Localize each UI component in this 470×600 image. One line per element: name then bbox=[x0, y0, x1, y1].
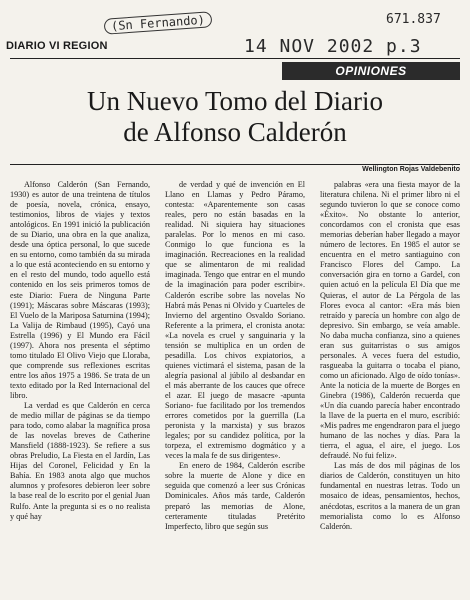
handwritten-note-text: (Sn Fernando) bbox=[104, 11, 213, 34]
paragraph: palabras «era una fiesta mayor de la literatura chilena. Ni el primer libro ni el segundo tuvieron lo que se conoce como «Éxito». No obstante lo anterior, concordamos con el cronista que esas memorias deberían haber llegado a mayor número de lectores. En 1985 el autor se encuentra en el metro santiaguino con Francisco Flores del Campo. La conversación gira en torno a Gardel, con quien actuó en la película El Día que me Quieras, el autor de La Pérgola de las Flores evoca al cantor: «Era más bien retraído y parecía un hombre con algo de depresivo. Sin embargo, se veía amable. No daba mucha confianza, sino a quienes eran sus guitarristas o sus amigos personales. A veces fuera del estudio, rasgueaba la guitarra o tocaba el piano, como un aficionado. Algo de oído tonías». Ante la noticia de la muerte de Borges en Ginebra (1986), Calderón recuerda que «Un día cuando parecía haber encontrado la llave de la puerta en el muro, escribió: «Mis padres me engendraron para el juego humano de las noches y días. Para la tierra, el agua, el aire, el juego. Los defraudé. No fui feliz». bbox=[320, 180, 460, 461]
paragraph: En enero de 1984, Calderón escribe sobre la muerte de Alone y dice en seguida que comenzó a leer sus Crónicas Dominicales. Años más tarde, Calderón preparó las memorias de Alone, certeramente tituladas Pretérito Imperfecto, libro que según sus bbox=[165, 461, 305, 531]
handwritten-code: 671.837 bbox=[386, 12, 441, 27]
section-label: OPINIONES bbox=[282, 62, 460, 80]
handwritten-date: 14 NOV 2002 p.3 bbox=[244, 36, 422, 57]
section-rule bbox=[10, 58, 460, 59]
article-body bbox=[10, 180, 460, 600]
headline-line-1: Un Nuevo Tomo del Diario bbox=[86, 86, 384, 116]
paragraph: de verdad y qué de invención en El Llano en Llamas y Pedro Páramo, contesta: «Aparentemente son casas reales, pero no están basadas en la realidad. Ni siquiera hay situaciones paralelas. Por lo menos en mi caso. Conmigo lo que funciona es la imaginación. Recreaciones en la realidad que se alimentaron de mi realidad imaginada. Tengo que entrar en el mundo de la imaginación para poder escribir». Calderón escribe sobre las novelas No Habrá más Penas ni Olvido y Cuarteles de Invierno del argentino Osvaldo Soriano. Referente a la primera, el cronista anota: «La novela es cruel y sanguinaria y la tensión se multiplica en un orden de pesadilla. Los chivos expiatorios, a quienes victimará el sistema, pasan de la alegría pasional al júbilo al desbandar en el más aberrante de los cauces que ofrece el azar. El juego de masacre -apunta Soriano- fue facilitado por los tremendos errores cometidos por la guerrilla (La peronista y la marxista) y sus brazos legales; por su candidez política, por la torpeza, el extremismo dogmático y a veces la mala fe de sus dirigentes». bbox=[165, 180, 305, 461]
handwritten-note bbox=[104, 12, 213, 33]
column-1 bbox=[10, 180, 150, 600]
masthead: DIARIO VI REGION bbox=[6, 40, 108, 52]
headline-line-2: de Alfonso Calderón bbox=[123, 117, 347, 147]
paragraph: Las más de dos mil páginas de los diarios de Calderón, constituyen un hito fundamental en nuestras letras. Todo un mosaico de ideas, pensamientos, hechos, anécdotas, escritos a la manera de un gran memorialista como lo es Alfonso Calderón. bbox=[320, 461, 460, 531]
column-3 bbox=[320, 180, 460, 600]
byline-rule bbox=[10, 164, 460, 165]
paragraph: La verdad es que Calderón en cerca de medio millar de páginas se da tiempo para todo, como alabar la magnífica prosa de las novelas breves de Catherine Mansfield (1888-1923). Se refiere a sus obras Preludio, La Fiesta en el Jardín, Las Hijas del Coronel, Felicidad y En la Bahía. En 1983 anota algo que muchos alumnos y profesores debieron leer sobre la base real de lo escrito por el genial Juan Rulfo. Ante la pregunta si es o no realista y qué hay bbox=[10, 401, 150, 521]
paragraph: Alfonso Calderón (San Fernando, 1930) es autor de una treintena de títulos de poesía, novela, crónica, ensayo, testimonios, libros de viajes y textos antológicos. En 1991 inició la publicación de su Diario, una obra en la que analiza, desde una óptica personal, lo que sucede en su entorno, como también da su mirada a lo que está aconteciendo en su entorno y en el resto del mundo, todo aquello está contenido en los seis primeros tomos de este Diario: Fuera de Ninguna Parte (1991); Máscaras sobre Máscaras (1993); El Vuelo de la Mariposa Saturnina (1994); La Valija de Rimbaud (1995), Cayó una Estrella (1996) y El Mundo era Fácil (1997). Ahora nos presenta el séptimo tomo titulado El Olivo Viejo que Lloraba, que comprende sus reflexiones escritas entre los años 1975 a 1986. Se trata de un texto editado por la Red Internacional del libro. bbox=[10, 180, 150, 400]
headline bbox=[0, 86, 470, 148]
byline: Wellington Rojas Valdebenito bbox=[362, 166, 460, 173]
column-2 bbox=[165, 180, 305, 600]
